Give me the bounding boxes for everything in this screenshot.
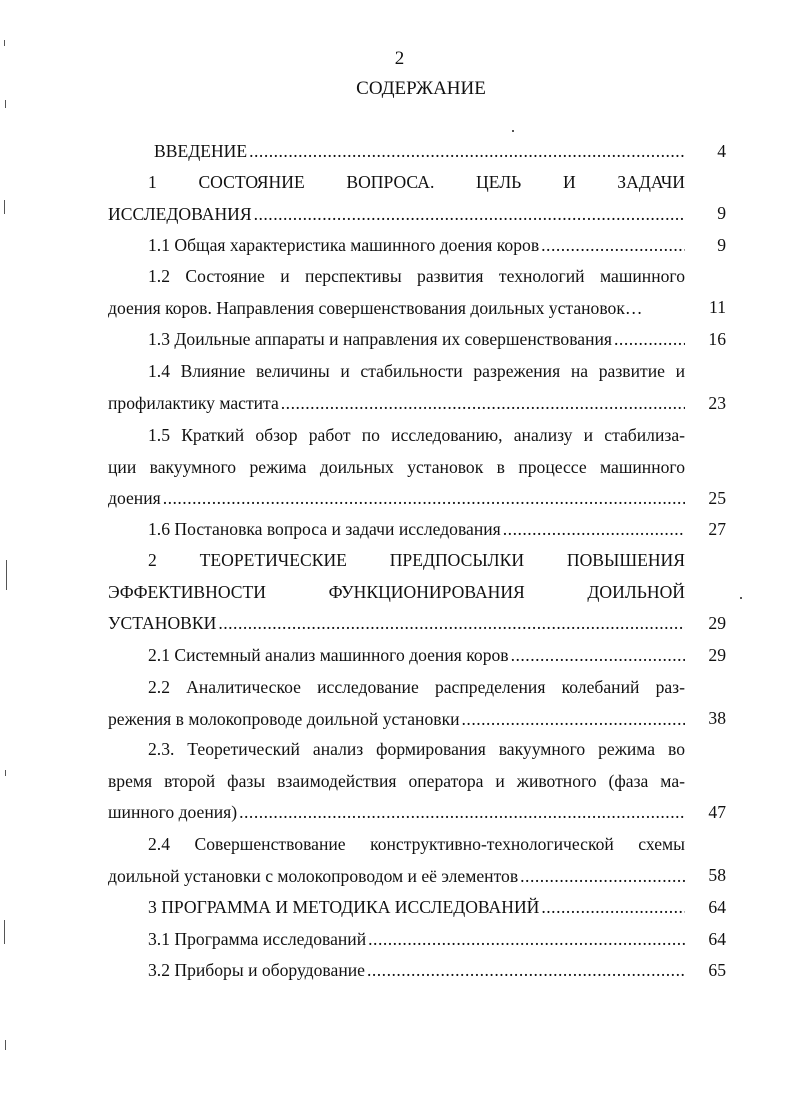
toc-entry-title-cont: профилактику мастита bbox=[108, 392, 279, 413]
toc-entry-title: 1.5 Краткий обзор работ по исследованию, анализу и стабилиза- bbox=[148, 425, 685, 445]
toc-page-number: 11 bbox=[709, 297, 726, 317]
toc-entry-3-2[interactable] bbox=[108, 955, 685, 987]
toc-entry-title: 2.4 Совершенствование конструктивно-технологической схемы bbox=[148, 834, 685, 854]
dot-leader bbox=[541, 230, 685, 262]
toc-entry-title-cont: время второй фазы взаимодействия оператора и животного (фаза ма- bbox=[108, 770, 685, 791]
toc-entry-title: 3.1 Программа исследований bbox=[148, 929, 367, 949]
dot-leader bbox=[281, 388, 685, 420]
toc-entry-title: 3 ПРОГРАММА И МЕТОДИКА ИССЛЕДОВАНИЙ bbox=[148, 897, 540, 917]
toc-page-number: 25 bbox=[708, 488, 726, 508]
toc-page-number: 27 bbox=[708, 519, 726, 539]
scan-speck bbox=[4, 200, 5, 214]
toc-entry-2-4[interactable] bbox=[108, 829, 685, 892]
dot-leader bbox=[520, 861, 685, 893]
scan-speck bbox=[4, 920, 5, 944]
toc-entry-title-cont: ИССЛЕДОВАНИЯ bbox=[108, 203, 252, 224]
toc-entry-1-6[interactable] bbox=[108, 514, 685, 546]
scan-speck bbox=[740, 597, 742, 599]
toc-entry-2-2[interactable] bbox=[108, 672, 685, 735]
scan-speck bbox=[4, 40, 5, 46]
toc-entry-title: 1.6 Постановка вопроса и задачи исследования bbox=[148, 519, 501, 539]
toc-entry-2-1[interactable] bbox=[108, 640, 685, 672]
toc-page-number: 58 bbox=[708, 865, 726, 885]
toc-entry-title-cont: режения в молокопроводе доильной установки bbox=[108, 708, 460, 729]
scan-speck bbox=[5, 100, 6, 108]
toc-page-number: 64 bbox=[708, 897, 726, 917]
toc-entry-title: 1 СОСТОЯНИЕ ВОПРОСА. ЦЕЛЬ И ЗАДАЧИ bbox=[148, 172, 685, 192]
toc-entry-title: ВВЕДЕНИЕ bbox=[154, 141, 248, 161]
toc-entry-title-cont: ции вакуумного режима доильных установок в процессе машинного bbox=[108, 456, 685, 477]
toc-page-number: 16 bbox=[708, 329, 726, 349]
dot-leader bbox=[503, 514, 685, 546]
toc-entry-title: 1.4 Влияние величины и стабильности разрежения на развитие и bbox=[148, 361, 685, 381]
toc-entry-1-4[interactable] bbox=[108, 356, 685, 419]
toc-page-number: 47 bbox=[708, 802, 726, 822]
scan-speck bbox=[5, 770, 6, 776]
toc-entry-1-1[interactable] bbox=[108, 230, 685, 262]
dot-leader bbox=[218, 608, 685, 640]
dot-leader bbox=[541, 892, 685, 924]
toc-entry-title: 2.1 Системный анализ машинного доения коров bbox=[148, 645, 509, 665]
toc-page-number: 64 bbox=[708, 929, 726, 949]
toc-page-number: 29 bbox=[708, 613, 726, 633]
dot-leader bbox=[367, 955, 685, 987]
toc-entry-title-cont: доильной установки с молокопроводом и её элементов bbox=[108, 865, 519, 886]
scan-speck bbox=[6, 560, 7, 590]
toc-page-number: 29 bbox=[708, 645, 726, 665]
scan-speck bbox=[5, 1040, 6, 1050]
toc-entry-chapter-3[interactable] bbox=[108, 892, 685, 924]
dot-leader bbox=[254, 199, 685, 231]
toc-page-number: 23 bbox=[708, 393, 726, 413]
toc-entry-3-1[interactable] bbox=[108, 924, 685, 956]
toc-page-number: 38 bbox=[708, 708, 726, 728]
toc-entry-title: 1.2 Состояние и перспективы развития технологий машинного bbox=[148, 266, 685, 286]
toc-entry-1-3[interactable] bbox=[108, 324, 685, 356]
toc-entry-title-cont: доения коров. Направления совершенствования доильных установок… bbox=[108, 297, 643, 318]
toc-page-number: 9 bbox=[717, 235, 726, 255]
toc-entry-title: 1.1 Общая характеристика машинного доения коров bbox=[148, 235, 540, 255]
toc-entry-title: 2 ТЕОРЕТИЧЕСКИЕ ПРЕДПОСЫЛКИ ПОВЫШЕНИЯ bbox=[148, 550, 685, 570]
toc-entry-title-cont: шинного доения) bbox=[108, 802, 238, 822]
toc-entry-title: 3.2 Приборы и оборудование bbox=[148, 960, 365, 980]
toc-entry-title-cont: ЭФФЕКТИВНОСТИ ФУНКЦИОНИРОВАНИЯ ДОИЛЬНОЙ bbox=[108, 581, 685, 602]
toc-entry-1-5[interactable] bbox=[108, 420, 685, 515]
scan-speck bbox=[512, 130, 514, 132]
page-number: 2 bbox=[394, 48, 405, 69]
dot-leader bbox=[368, 924, 685, 956]
toc-entry-introduction[interactable] bbox=[108, 136, 685, 168]
dot-leader bbox=[614, 324, 685, 356]
toc-entry-chapter-2[interactable] bbox=[108, 545, 685, 640]
toc-entry-chapter-1[interactable] bbox=[108, 167, 685, 230]
dot-leader bbox=[163, 483, 685, 515]
dot-leader bbox=[249, 136, 685, 168]
toc-entry-title: 1.3 Доильные аппараты и направления их совершенствования bbox=[148, 329, 613, 349]
toc-entry-1-2[interactable] bbox=[108, 261, 685, 324]
toc-page-number: 65 bbox=[708, 960, 726, 980]
toc-title: СОДЕРЖАНИЕ bbox=[356, 78, 486, 99]
toc-entry-title: 2.3. Теоретический анализ формирования вакуумного режима во bbox=[148, 739, 685, 759]
toc-entry-2-3[interactable] bbox=[108, 734, 685, 829]
toc-page-number: 9 bbox=[717, 203, 726, 223]
toc-entry-title-cont: УСТАНОВКИ bbox=[108, 613, 217, 633]
toc-entry-title: 2.2 Аналитическое исследование распределения колебаний раз- bbox=[148, 677, 685, 697]
toc-entry-title-cont: доения bbox=[108, 488, 161, 508]
dot-leader bbox=[511, 640, 685, 672]
dot-leader bbox=[462, 704, 685, 736]
dot-leader bbox=[239, 797, 685, 829]
toc-page-number: 4 bbox=[717, 141, 726, 161]
